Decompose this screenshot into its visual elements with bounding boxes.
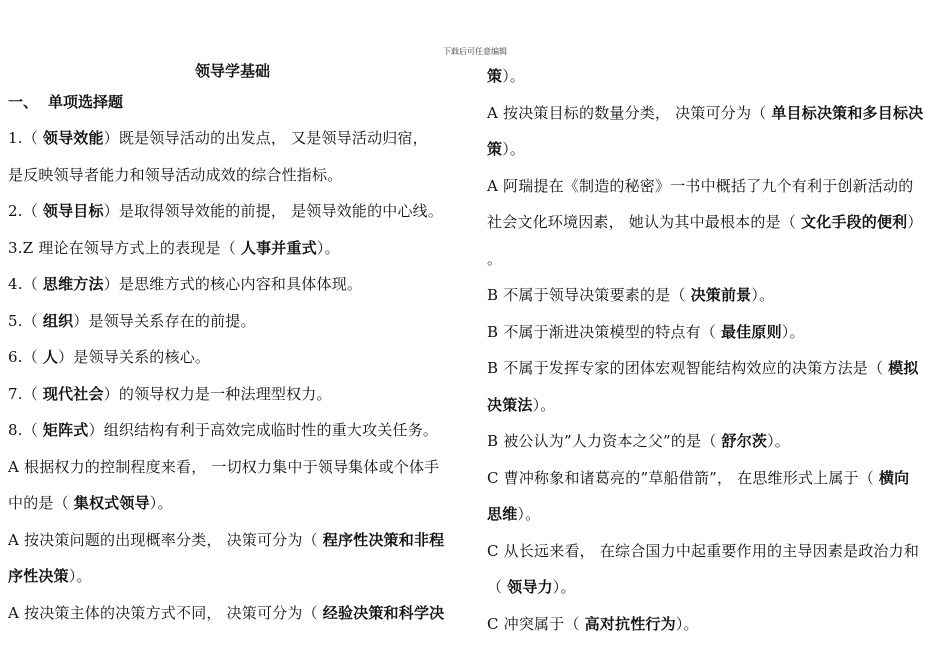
- left-question-list: [8, 120, 468, 631]
- question-text: 社会文化环境因素， 她认为其中最根本的是（: [487, 213, 801, 231]
- answer-text: 领导目标: [42, 202, 104, 220]
- answer-text: 决策前景: [690, 286, 752, 304]
- text-line: [8, 558, 468, 595]
- question-text: ）是取得领导效能的前提， 是领导效能的中心线。: [103, 202, 444, 220]
- question-text: 1.（: [8, 129, 43, 147]
- text-line: [8, 449, 468, 486]
- question-text: ）。: [502, 140, 526, 158]
- answer-text: 领导效能: [42, 129, 104, 147]
- question-text: C 冲突属于（: [487, 614, 585, 633]
- text-line: [8, 303, 468, 340]
- question-text: ）: [907, 213, 923, 231]
- question-text: 8.（: [8, 421, 43, 439]
- text-line: [8, 120, 468, 157]
- question-text: A 阿瑞提在《制造的秘密》一书中概括了九个有利于创新活动的: [487, 176, 914, 195]
- question-text: A 按决策主体的决策方式不同， 决策可分为（: [8, 603, 323, 622]
- answer-text: 舒尔茨: [721, 432, 768, 450]
- text-line: [8, 595, 468, 632]
- question-text: ）。: [68, 567, 92, 585]
- text-line: [8, 412, 468, 449]
- question-text: B 不属于领导决策要素的是（: [487, 286, 691, 304]
- question-text: 7.（: [8, 384, 43, 403]
- text-line: [487, 241, 944, 278]
- question-text: 4.（: [8, 275, 43, 293]
- text-line: [487, 314, 944, 351]
- answer-text: 策: [487, 67, 503, 85]
- text-line: [487, 131, 944, 168]
- answer-text: 文化手段的便利: [800, 213, 908, 231]
- question-text: （: [487, 578, 508, 596]
- section-heading: [8, 84, 468, 120]
- left-column: [8, 58, 468, 631]
- text-line: [8, 376, 468, 413]
- text-line: [487, 423, 944, 460]
- text-line: [8, 193, 468, 230]
- answer-text: 集权式领导: [73, 494, 150, 512]
- answer-text: 思维方法: [42, 275, 104, 293]
- text-line: [487, 58, 944, 95]
- question-text: 5.（: [8, 311, 43, 330]
- question-text: ）。: [149, 494, 173, 512]
- answer-text: 程序性决策和非程: [322, 530, 445, 549]
- page-header-note: 下载后可任意编辑: [443, 47, 507, 56]
- answer-text: 横向: [878, 468, 910, 487]
- question-text: C 曹冲称象和诸葛亮的”草船借箭”， 在思维形式上属于（: [487, 468, 879, 487]
- text-line: [487, 569, 944, 606]
- right-column: [487, 58, 944, 642]
- answer-text: 矩阵式: [42, 421, 89, 439]
- question-text: ）组织结构有利于高效完成临时性的重大攻关任务。: [88, 421, 439, 439]
- text-line: [8, 339, 468, 376]
- text-line: [487, 168, 944, 205]
- question-text: A 根据权力的控制程度来看， 一切权力集中于领导集体或个体手: [8, 457, 440, 476]
- answer-text: 策: [487, 140, 503, 158]
- question-text: ）。: [767, 432, 791, 450]
- text-line: [487, 460, 944, 497]
- question-text: 是反映领导者能力和领导活动成效的综合性指标。: [8, 165, 343, 184]
- question-text: 中的是（: [8, 494, 74, 512]
- document-title: 领导学基础: [195, 62, 271, 80]
- question-text: A 按决策目标的数量分类， 决策可分为（: [487, 103, 772, 122]
- question-text: ）是领导关系存在的前提。: [73, 311, 256, 330]
- text-line: [8, 230, 468, 267]
- answer-text: 单目标决策和多目标决: [771, 103, 924, 122]
- answer-text: 现代社会: [42, 384, 104, 403]
- text-line: [487, 387, 944, 424]
- question-text: ）。: [502, 67, 526, 85]
- question-text: ）。: [552, 578, 576, 596]
- question-text: ）。: [751, 286, 775, 304]
- section-number: 一、: [8, 93, 39, 111]
- text-line: [487, 533, 944, 570]
- answer-text: 经验决策和科学决: [322, 603, 445, 622]
- question-text: ）是领导关系的核心。: [58, 348, 211, 366]
- question-text: ）是思维方式的核心内容和具体体现。: [103, 275, 363, 293]
- right-question-list: [487, 58, 944, 642]
- answer-text: 模拟: [888, 359, 919, 377]
- question-text: ）。: [316, 238, 340, 257]
- question-text: ）。: [532, 395, 556, 414]
- question-text: ）。: [517, 505, 541, 523]
- question-text: A 按决策问题的出现概率分类， 决策可分为（: [8, 530, 323, 549]
- question-text: C 从长远来看， 在综合国力中起重要作用的主导因素是政治力和: [487, 541, 920, 560]
- question-text: ）的领导权力是一种法理型权力。: [103, 384, 332, 403]
- question-text: ）。: [781, 322, 805, 341]
- text-line: [487, 496, 944, 533]
- text-line: [487, 350, 944, 387]
- question-text: B 被公认为”人力资本之父”的是（: [487, 432, 722, 450]
- text-line: [8, 157, 468, 194]
- section-label: 单项选择题: [48, 93, 124, 111]
- answer-text: 领导力: [507, 578, 553, 596]
- text-line: [8, 266, 468, 303]
- text-line: [8, 485, 468, 522]
- answer-text: 人事并重式: [240, 238, 317, 257]
- text-line: [487, 204, 944, 241]
- text-line: [487, 277, 944, 314]
- answer-text: 决策法: [487, 395, 533, 414]
- answer-text: 最佳原则: [720, 322, 782, 341]
- answer-text: 思维: [487, 505, 518, 523]
- answer-text: 人: [42, 348, 59, 366]
- answer-text: 高对抗性行为: [584, 614, 676, 633]
- question-text: 3.Z 理论在领导方式上的表现是（: [8, 238, 241, 257]
- question-text: 6.（: [8, 348, 43, 366]
- question-text: ）既是领导活动的出发点， 又是领导活动归宿，: [103, 129, 428, 147]
- text-line: [487, 606, 944, 643]
- question-text: 。: [487, 249, 503, 268]
- answer-text: 序性决策: [8, 567, 69, 585]
- text-line: [487, 95, 944, 132]
- question-text: B 不属于发挥专家的团体宏观智能结构效应的决策方法是（: [487, 359, 889, 377]
- answer-text: 组织: [42, 311, 74, 330]
- text-line: [8, 522, 468, 559]
- question-text: ）。: [675, 614, 699, 633]
- question-text: 2.（: [8, 202, 43, 220]
- question-text: B 不属于渐进决策模型的特点有（: [487, 322, 721, 341]
